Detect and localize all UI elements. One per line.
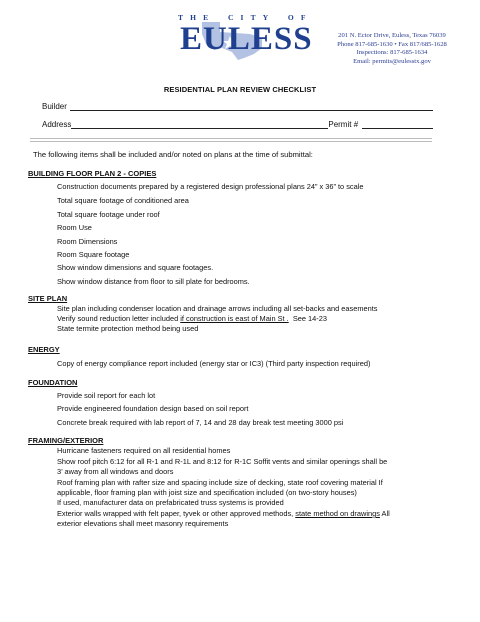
checklist-item: exterior elevations shall meet masonry requirements <box>57 519 229 528</box>
banner-letter: E <box>203 13 209 22</box>
address-permit-row <box>42 120 433 129</box>
energy-heading: ENERGY <box>28 345 60 354</box>
main-st-condition: if construction is east of Main St . <box>180 314 289 323</box>
checklist-item: Roof framing plan with rafter size and spacing include size of decking, state roof covering material If <box>57 478 383 487</box>
checklist-item: Show roof pitch 6:12 for all R-1 and R-1L and 8:12 for R-1C Soffit vents and similar openings shall be <box>57 457 388 466</box>
address-blank[interactable] <box>71 120 328 129</box>
checklist-item <box>57 314 327 323</box>
banner-letter: O <box>287 13 295 22</box>
inspections-line: Inspections: 817-685-1634 <box>356 49 428 57</box>
state-method-note: state method on drawings <box>295 509 380 518</box>
permit-label: Permit # <box>328 120 359 129</box>
framing-heading: FRAMING/EXTERIOR <box>28 436 104 445</box>
header-divider <box>30 138 432 142</box>
checklist-item: Total square footage under roof <box>57 210 160 219</box>
builder-field[interactable] <box>42 102 433 111</box>
checklist-item: Construction documents prepared by a registered design professional plans 24” x 36” to scale <box>57 182 364 191</box>
floor-plan-heading: BUILDING FLOOR PLAN 2 - COPIES <box>28 169 157 178</box>
checklist-item: Total square footage of conditioned area <box>57 196 189 205</box>
banner-letter: I <box>240 13 244 22</box>
checklist-item: Copy of energy compliance report included (energy star or IC3) (Third party inspection required) <box>57 359 371 368</box>
checklist-item: Room Square footage <box>57 250 130 259</box>
banner-letter: C <box>227 13 234 22</box>
checklist-item: applicable, floor framing plan with joist size and specification included (on two-story houses) <box>57 488 357 497</box>
city-address-block <box>312 32 472 66</box>
checklist-item: 3’ away from all windows and doors <box>57 467 174 476</box>
checklist-item: Show window dimensions and square footages. <box>57 263 214 272</box>
banner-letter: H <box>190 13 197 22</box>
checklist-item: Concrete break required with lab report of 7, 14 and 28 day break test meeting 3000 psi <box>57 418 344 427</box>
phone-line: Phone 817-685-1630 • Fax 817/685-1628 <box>337 40 447 48</box>
banner-letter: T <box>178 13 184 22</box>
checklist-item: Room Dimensions <box>57 237 118 246</box>
banner-letter: Y <box>262 13 269 22</box>
checklist-item: Hurricane fasteners required on all residential homes <box>57 446 231 455</box>
checklist-item <box>57 509 390 518</box>
builder-label: Builder <box>42 102 67 111</box>
address-label: Address <box>42 120 72 129</box>
item-text: Exterior walls wrapped with felt paper, tyvek or other approved methods, <box>57 509 296 518</box>
city-logo-wordmark: EULESS <box>180 21 313 57</box>
document-title: RESIDENTIAL PLAN REVIEW CHECKLIST <box>163 85 317 94</box>
banner-letter: F <box>300 13 306 22</box>
checklist-item: If used, manufacturer data on prefabricated truss systems is provided <box>57 498 284 507</box>
checklist-item: Site plan including condenser location and drainage arrows including all set-backs and easements <box>57 304 378 313</box>
item-text: See 14-23 <box>288 314 327 323</box>
email-line: Email: permits@eulesstx.gov <box>353 57 431 65</box>
banner-letter: T <box>250 13 257 22</box>
checklist-item: Provide soil report for each lot <box>57 391 156 400</box>
intro-text: The following items shall be included and/or noted on plans at the time of submittal: <box>33 150 313 159</box>
address-line: 201 N. Ector Drive, Euless, Texas 76039 <box>338 32 446 39</box>
builder-blank[interactable] <box>70 102 433 111</box>
foundation-heading: FOUNDATION <box>28 378 78 387</box>
checklist-item: Provide engineered foundation design based on soil report <box>57 404 249 413</box>
checklist-item: Room Use <box>57 223 92 232</box>
permit-blank[interactable] <box>362 120 433 129</box>
checklist-item: State termite protection method being used <box>57 324 199 333</box>
item-text: All <box>379 509 390 518</box>
item-text: Verify sound reduction letter included <box>57 314 181 323</box>
site-plan-heading: SITE PLAN <box>28 294 68 303</box>
checklist-item: Show window distance from floor to sill plate for bedrooms. <box>57 277 250 286</box>
